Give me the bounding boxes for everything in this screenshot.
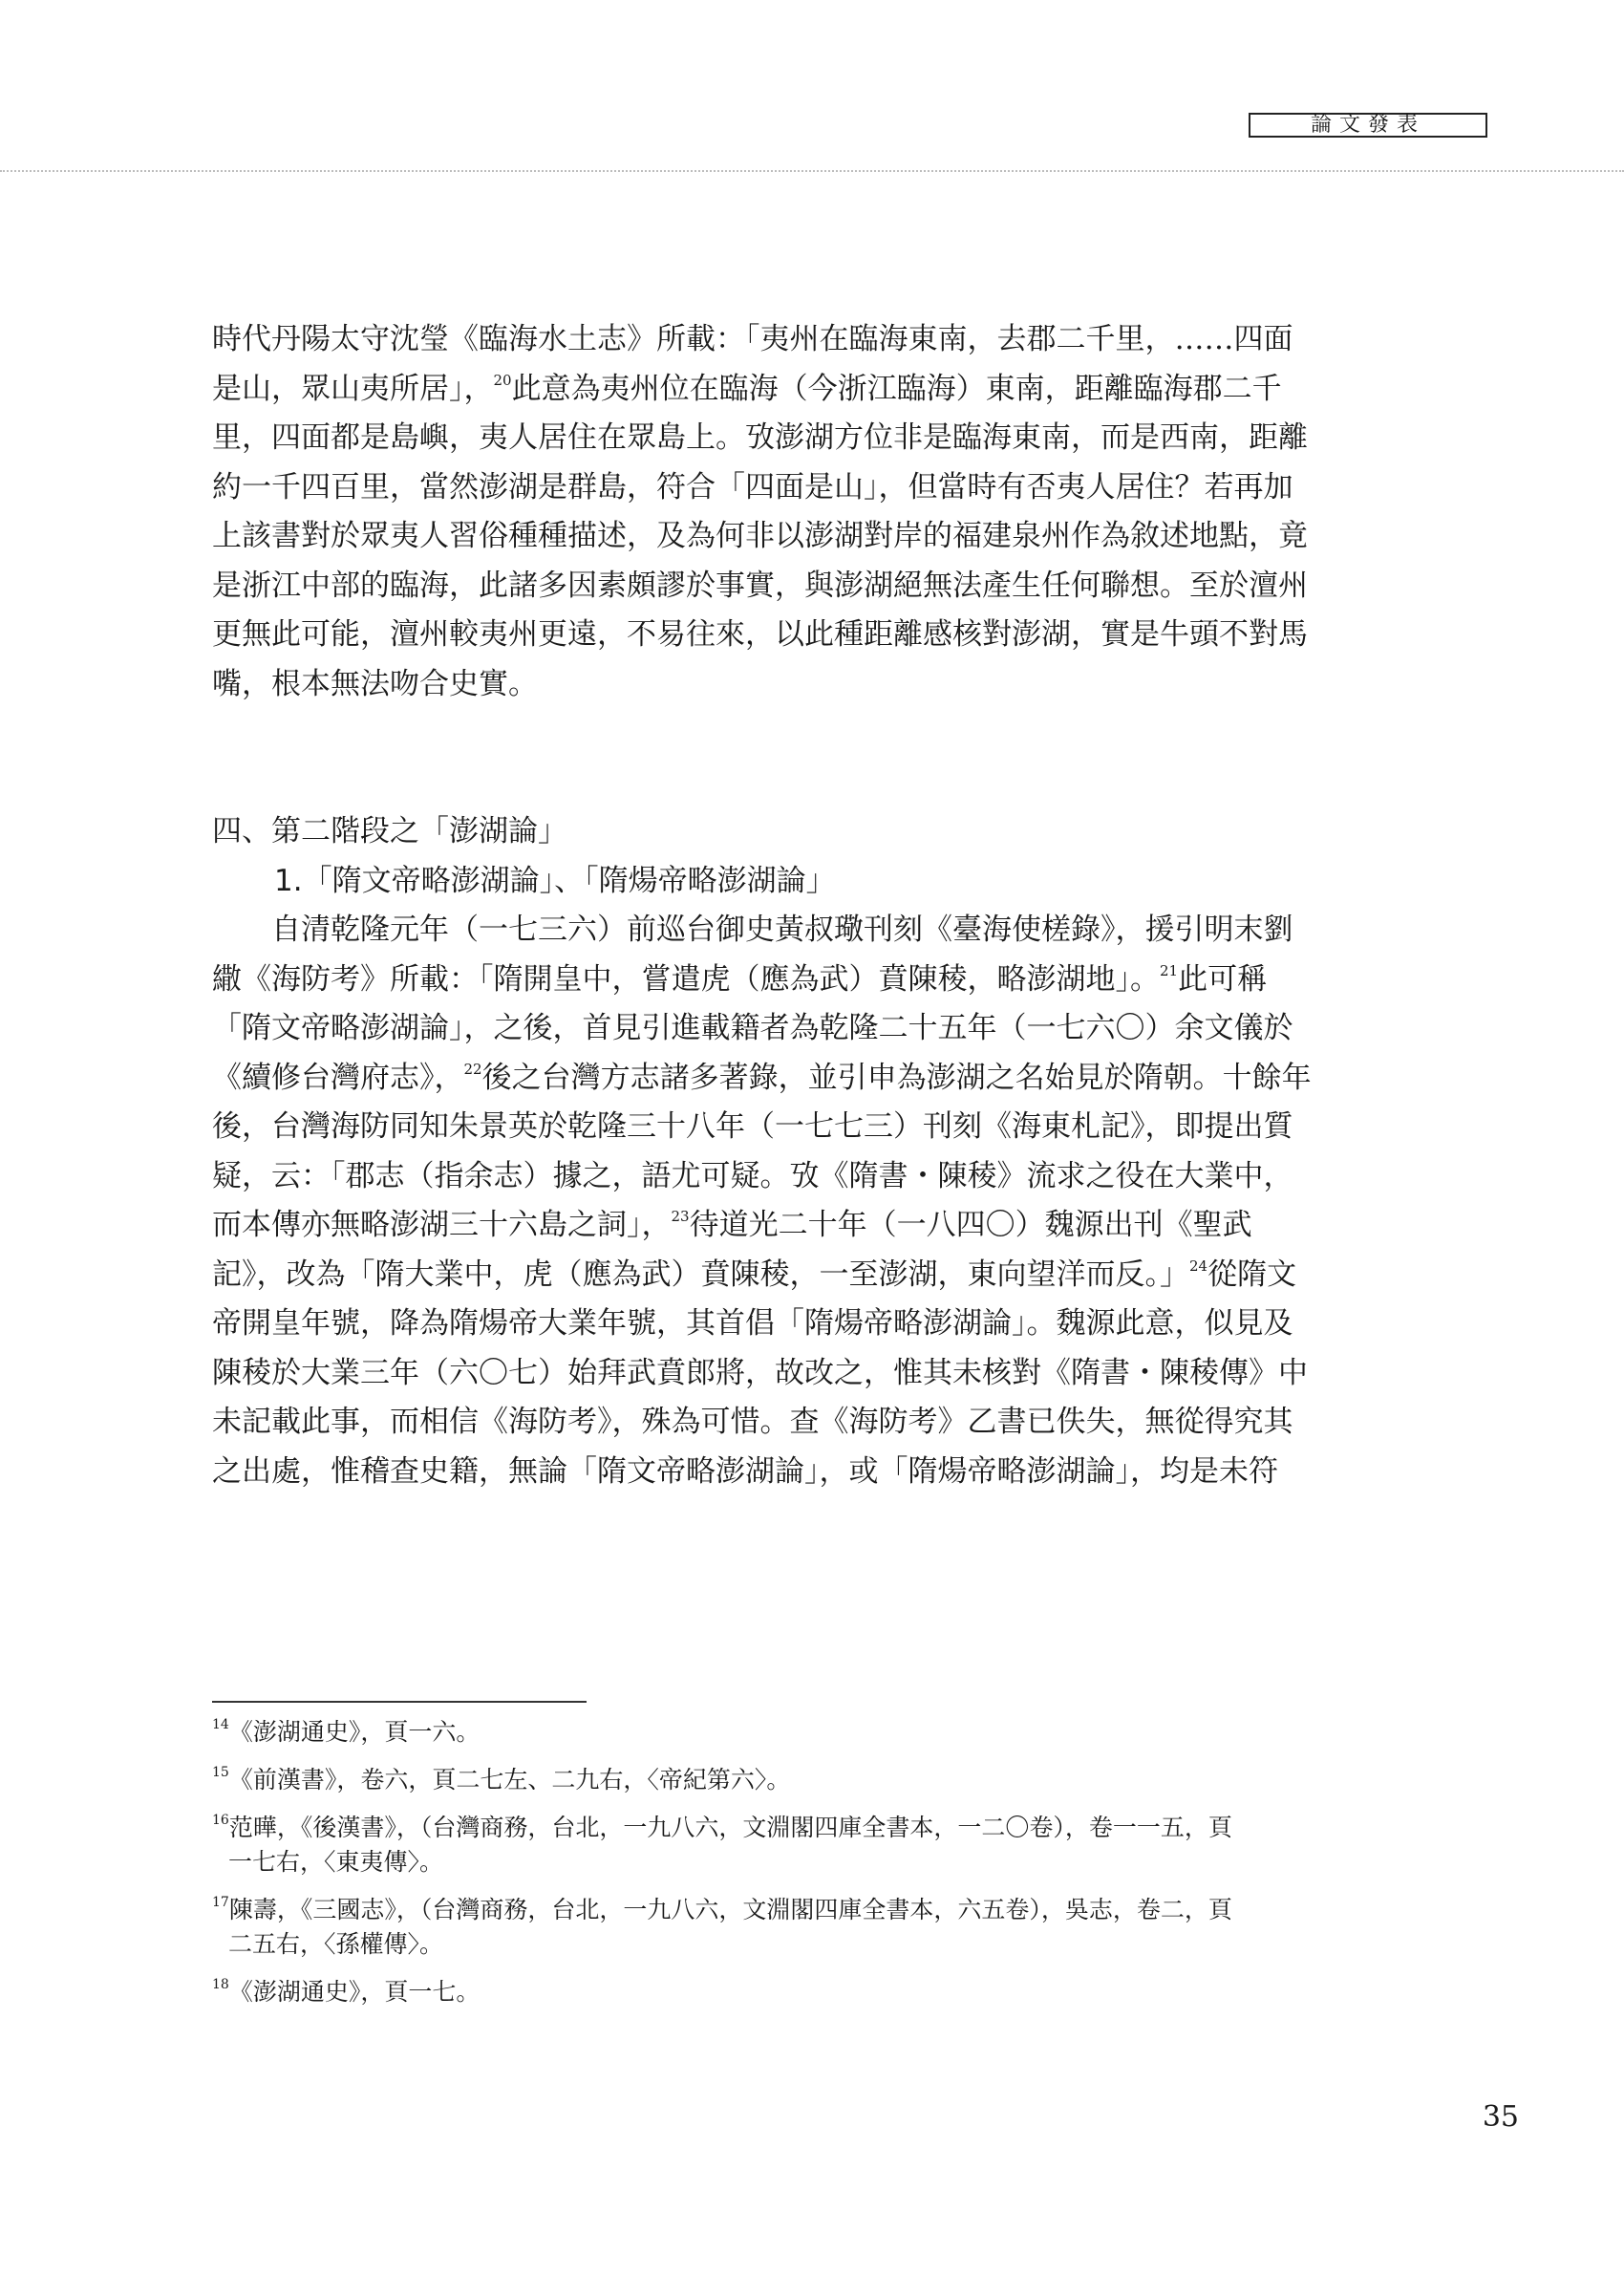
text-line: 《續修台灣府志》，$^{22}$後之台灣方志諸多著錄，並引申為澎湖之名始見於隋朝。十餘年 [212,1060,1312,1095]
text-line: 疑，云：「郡志（指余志）據之，語尤可疑。攷《隋書・陳稜》流求之役在大業中， [212,1158,1293,1193]
header-divider [0,170,1624,172]
text-line: 更無此可能，澶州較夷州更遠，不易往來，以此種距離感核對澎湖，實是牛頭不對馬 [212,617,1308,652]
text-line: 之出處，惟稽查史籍，無論「隋文帝略澎湖論」，或「隋煬帝略澎湖論」，均是未符 [212,1453,1278,1489]
footnote-ref[interactable]: 22 [463,1060,482,1078]
footnote-number: 15 [212,1765,229,1780]
text-line: 上該書對於眾夷人習俗種種描述，及為何非以澎湖對岸的福建泉州作為敘述地點，竟 [212,519,1308,553]
text-line: 「隋文帝略澎湖論」，之後，首見引進載籍者為乾隆二十五年（一七六〇）余文儀於 [212,1011,1293,1045]
text-line: 是浙江中部的臨海，此諸多因素頗謬於事實，與澎湖絕無法產生任何聯想。至於澶州 [212,568,1308,603]
text-line: 時代丹陽太守沈瑩《臨海水土志》所載：「夷州在臨海東南，去郡二千里，……四面 [212,322,1293,356]
text-line: 是山，眾山夷所居」，$^{20}$此意為夷州位在臨海（今浙江臨海）東南，距離臨海郡二千 [212,371,1282,406]
text-line: 後，台灣海防同知朱景英於乾隆三十八年（一七七三）刊刻《海東札記》，即提出質 [212,1109,1293,1144]
text-line: 里，四面都是島嶼，夷人居住在眾島上。攷澎湖方位非是臨海東南，而是西南，距離 [212,420,1308,455]
text-line: 未記載此事，而相信《海防考》，殊為可惜。查《海防考》乙書已佚失，無從得究其 [212,1405,1293,1439]
footnote: $^{14}$《澎湖通史》，頁一六。 [212,1717,481,1746]
text-line: 記》，改為「隋大業中，虎（應為武）賁陳稜，一至澎湖，東向望洋而反。」$^{24}$從隋文 [212,1257,1297,1292]
footnote-number: 17 [212,1895,229,1910]
footnote-number: 14 [212,1717,229,1732]
text-line [212,709,1412,759]
footnote: $^{15}$《前漢書》，卷六，頁二七左、二九右，〈帝紀第六〉。 [212,1765,791,1794]
footnotes [212,1715,1412,2023]
footnote-number: 18 [212,1977,229,1992]
footnote: $^{17}$陳壽，《三國志》，（台灣商務，台北，一九八六，文淵閣四庫全書本，六五卷），吳志，卷二，頁 二五右，〈孫權傳〉。 [212,1895,1232,1958]
text-line: 自清乾隆元年（一七三六）前巡台御史黃叔璥刊刻《臺海使槎錄》，援引明末劉 [271,913,1293,947]
text-line: 約一千四百里，當然澎湖是群島，符合「四面是山」，但當時有否夷人居住？若再加 [212,469,1293,505]
text-line: 繖《海防考》所載：「隋開皇中，嘗遣虎（應為武）賁陳稜，略澎湖地」。$^{21}$此可稱 [212,961,1268,997]
footnote: $^{18}$《澎湖通史》，頁一七。 [212,1977,481,2006]
text-line: 而本傳亦無略澎湖三十六島之詞」，$^{23}$待道光二十年（一八四〇）魏源出刊《聖武 [212,1208,1252,1242]
footnote-ref[interactable]: 21 [1160,961,1179,979]
footnote: $^{16}$范曄，《後漢書》，（台灣商務，台北，一九八六，文淵閣四庫全書本，一二〇卷），卷一一五，頁 一七右，〈東夷傳〉。 [212,1813,1232,1876]
section-header-label: 論文發表 [1249,113,1487,138]
text-line: 嘴，根本無法吻合史實。 [212,666,538,701]
text-line: 陳稜於大業三年（六〇七）始拜武賁郎將，故改之，惟其未核對《隋書・陳稜傳》中 [212,1355,1308,1390]
main-text [212,315,1412,1496]
footnote-divider [212,1701,587,1703]
footnote-ref[interactable]: 24 [1189,1257,1208,1275]
section-heading: 四、第二階段之「澎湖論」 [212,814,567,849]
footnote-ref[interactable]: 20 [493,371,512,389]
subsection-heading: 1.「隋文帝略澎湖論」、「隋煬帝略澎湖論」 [274,863,836,898]
footnote-number: 16 [212,1813,229,1828]
page-number: 35 [1482,2100,1519,2134]
text-line: 帝開皇年號，降為隋煬帝大業年號，其首倡「隋煬帝略澎湖論」。魏源此意，似見及 [212,1306,1293,1341]
footnote-ref[interactable]: 23 [671,1208,690,1225]
